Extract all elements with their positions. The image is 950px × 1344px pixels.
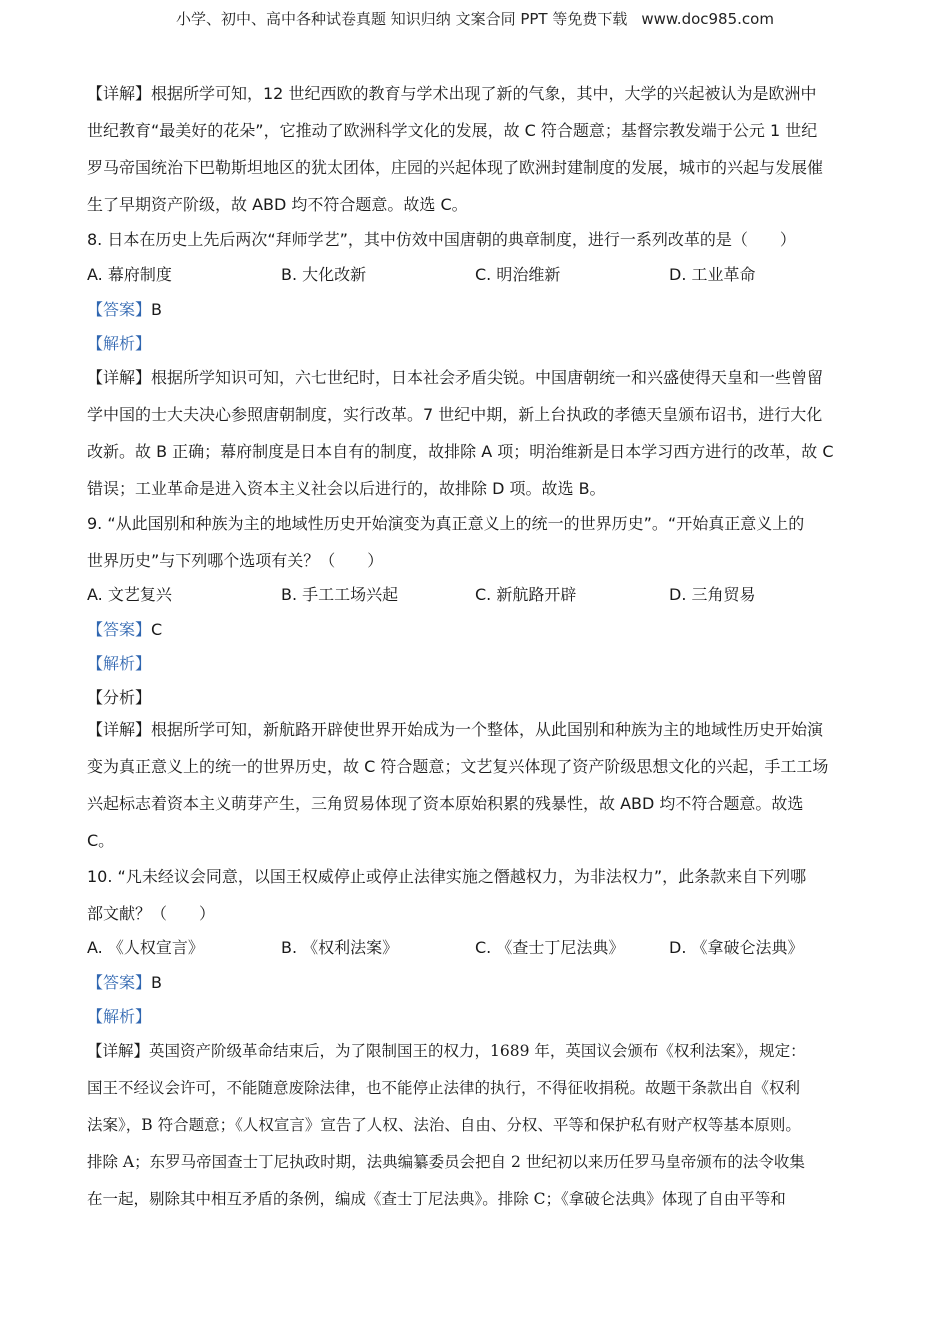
q8-option-d: D. 工业革命 bbox=[669, 265, 756, 284]
q9-stem-line-1: 9. “从此国别和种族为主的地域性历史开始演变为真正意义上的统一的世界历史”。“开始真正意义上的 bbox=[87, 514, 805, 533]
q9-analysis-label: 【解析】 bbox=[87, 654, 152, 673]
q8-option-b: B. 大化改新 bbox=[281, 265, 367, 284]
q9-answer-value: C bbox=[151, 620, 163, 639]
q8-answer-label: 【答案】 bbox=[87, 300, 152, 319]
q10-detail-line-4: 排除 A；东罗马帝国查士丁尼执政时期，法典编纂委员会把自 2 世纪初以来历任罗马皇帝颁布的法令收集 bbox=[87, 1153, 805, 1171]
q10-option-c: C. 《查士丁尼法典》 bbox=[475, 938, 625, 957]
q9-answer-label: 【答案】 bbox=[87, 620, 152, 639]
q8-answer bbox=[87, 299, 162, 321]
q10-option-a: A. 《人权宣言》 bbox=[87, 938, 204, 957]
q10-detail-line-5: 在一起，剔除其中相互矛盾的条例，编成《查士丁尼法典》。排除 C；《拿破仑法典》体现了自由平等和 bbox=[87, 1190, 786, 1208]
q8-answer-value: B bbox=[151, 300, 162, 319]
q9-fenxi-label: 【分析】 bbox=[87, 688, 152, 707]
q7-detail-line-2: 世纪教育“最美好的花朵”，它推动了欧洲科学文化的发展，故 C 符合题意；基督宗教发端于公元 1 世纪 bbox=[87, 121, 818, 140]
q10-detail-line-1: 【详解】英国资产阶级革命结束后，为了限制国王的权力，1689 年，英国议会颁布《权利法案》，规定： bbox=[87, 1042, 806, 1060]
q10-option-d: D. 《拿破仑法典》 bbox=[669, 938, 804, 957]
header-site-link[interactable]: www.doc985.com bbox=[641, 10, 774, 28]
q8-option-c: C. 明治维新 bbox=[475, 265, 561, 284]
q10-detail-line-2: 国王不经议会许可，不能随意废除法律，也不能停止法律的执行，不得征收捐税。故题干条款出自《权利 bbox=[87, 1079, 801, 1097]
q9-option-d: D. 三角贸易 bbox=[669, 585, 756, 604]
q9-option-a: A. 文艺复兴 bbox=[87, 585, 172, 604]
header-text: 小学、初中、高中各种试卷真题 知识归纳 文案合同 PPT 等免费下载 bbox=[176, 10, 628, 28]
q8-analysis-label: 【解析】 bbox=[87, 334, 152, 353]
q7-detail-line-4: 生了早期资产阶级，故 ABD 均不符合题意。故选 C。 bbox=[87, 195, 468, 214]
page-header bbox=[0, 8, 950, 29]
q7-detail-line-3: 罗马帝国统治下巴勒斯坦地区的犹太团体，庄园的兴起体现了欧洲封建制度的发展，城市的兴起与发展催 bbox=[87, 158, 824, 177]
q10-answer bbox=[87, 972, 162, 994]
q10-answer-value: B bbox=[151, 973, 162, 992]
q9-answer bbox=[87, 619, 162, 641]
q9-detail-line-3: 兴起标志着资本主义萌芽产生，三角贸易体现了资本原始积累的残暴性，故 ABD 均不符合题意。故选 bbox=[87, 794, 804, 813]
q10-analysis-label: 【解析】 bbox=[87, 1007, 152, 1026]
q8-detail-line-3: 改新。故 B 正确；幕府制度是日本自有的制度，故排除 A 项；明治维新是日本学习西方进行的改革，故 C bbox=[87, 442, 834, 461]
q9-stem-line-2: 世界历史”与下列哪个选项有关？（ ） bbox=[87, 551, 384, 570]
q8-detail-line-2: 学中国的士大夫决心参照唐朝制度，实行改革。7 世纪中期，新上台执政的孝德天皇颁布诏书，进行大化 bbox=[87, 405, 823, 424]
q10-answer-label: 【答案】 bbox=[87, 973, 152, 992]
q9-detail-line-2: 变为真正意义上的统一的世界历史，故 C 符合题意；文艺复兴体现了资产阶级思想文化的兴起，手工工场 bbox=[87, 757, 829, 776]
q9-detail-line-1: 【详解】根据所学可知，新航路开辟使世界开始成为一个整体，从此国别和种族为主的地域性历史开始演 bbox=[87, 720, 824, 739]
q9-option-b: B. 手工工场兴起 bbox=[281, 585, 399, 604]
q9-option-c: C. 新航路开辟 bbox=[475, 585, 577, 604]
q8-detail-line-1: 【详解】根据所学知识可知，六七世纪时，日本社会矛盾尖锐。中国唐朝统一和兴盛使得天皇和一些曾留 bbox=[87, 368, 824, 387]
q10-stem-line-2: 部文献？（ ） bbox=[87, 904, 216, 923]
q8-option-a: A. 幕府制度 bbox=[87, 265, 172, 284]
q9-detail-line-4: C。 bbox=[87, 831, 115, 850]
q10-detail-line-3: 法案》，B 符合题意；《人权宣言》宣告了人权、法治、自由、分权、平等和保护私有财产权等基本原则。 bbox=[87, 1116, 801, 1134]
q8-stem: 8. 日本在历史上先后两次“拜师学艺”，其中仿效中国唐朝的典章制度，进行一系列改革的是（ ） bbox=[87, 230, 796, 249]
q10-stem-line-1: 10. “凡未经议会同意，以国王权威停止或停止法律实施之僭越权力，为非法权力”，此条款来自下列哪 bbox=[87, 867, 807, 886]
q10-option-b: B. 《权利法案》 bbox=[281, 938, 399, 957]
q8-detail-line-4: 错误；工业革命是进入资本主义社会以后进行的，故排除 D 项。故选 B。 bbox=[87, 479, 606, 498]
q7-detail-line-1: 【详解】根据所学可知，12 世纪西欧的教育与学术出现了新的气象，其中，大学的兴起被认为是欧洲中 bbox=[87, 84, 817, 103]
